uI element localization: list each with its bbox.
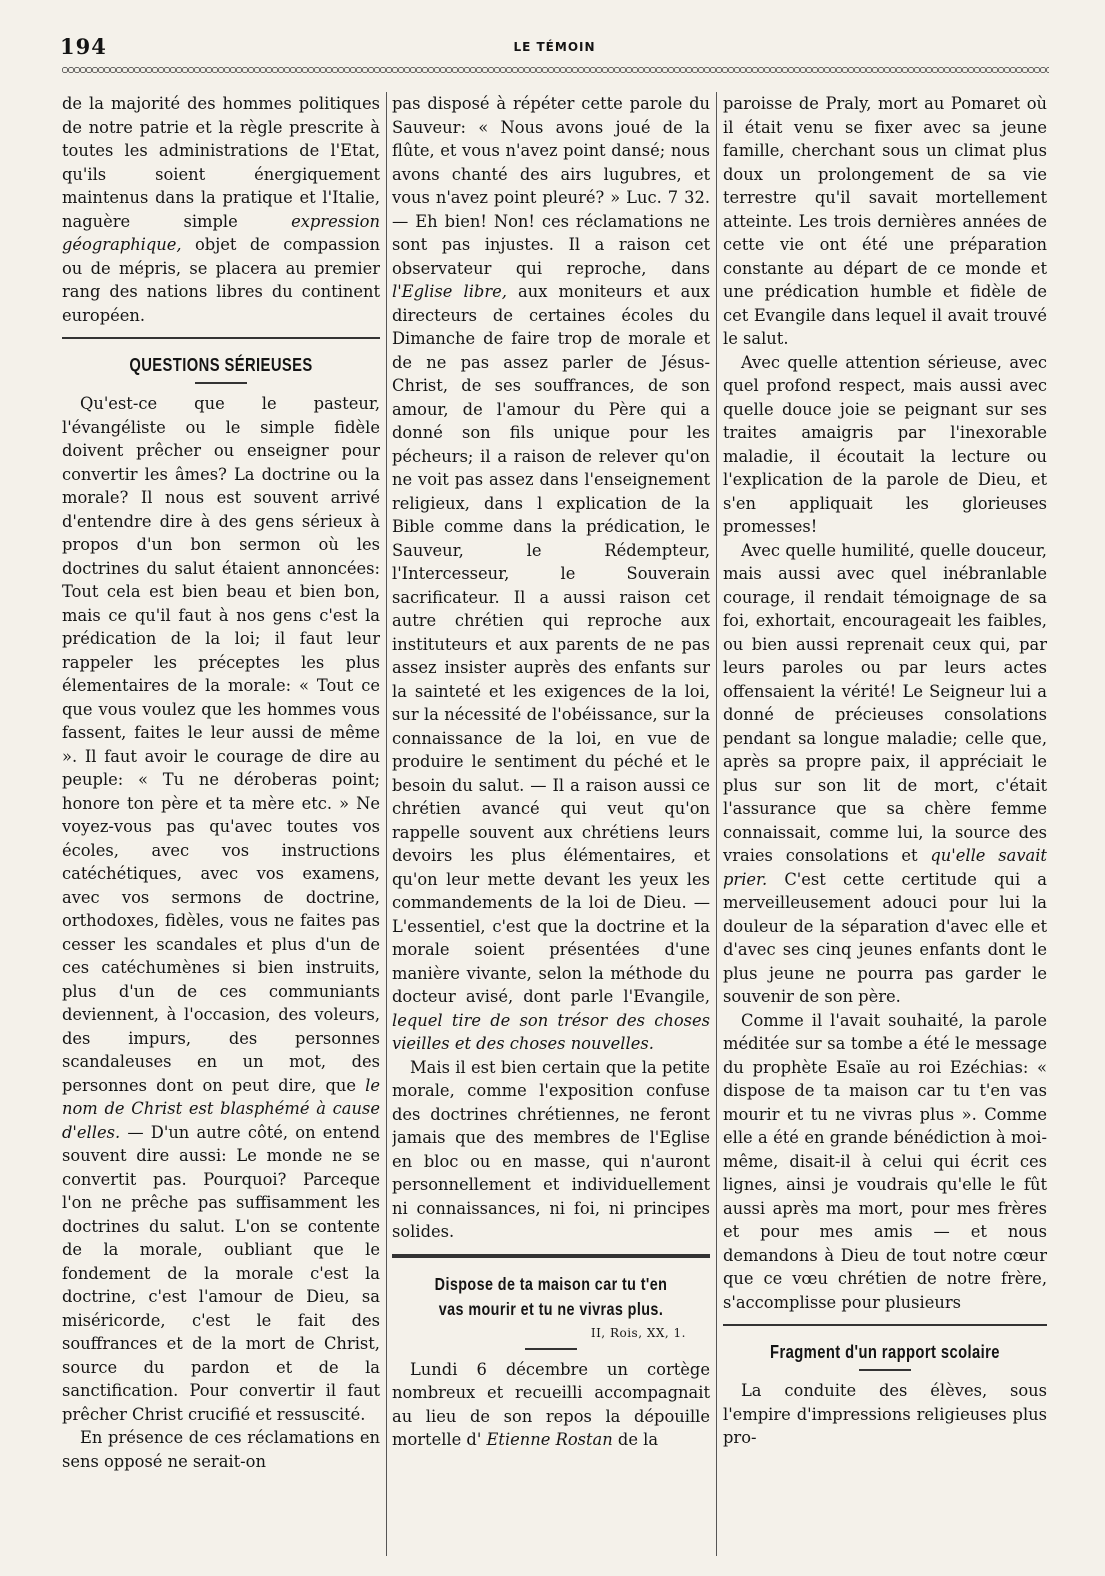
- page-number: 194: [60, 34, 107, 59]
- paragraph: Mais il est bien certain que la petite morale, comme l'exposition confuse des doctrines chrétiennes, ne feront jamais que des membres de l'Eglise en bloc ou en masse, qui n'auront personnellement et individuellement ni connaissances, ni foi, ni principes solides.: [392, 1057, 710, 1241]
- section-title: Dispose de ta maison car tu t'en vas mourir et tu ne vivras plus.: [434, 1273, 668, 1319]
- section-rule: [62, 337, 380, 339]
- paragraph: paroisse de Praly, mort au Pomaret où il était venu se fixer avec sa jeune famille, cherchant sous un climat plus doux un prolongement de sa vie terrestre qu'il savait mortellement atteinte. Les trois dernières années de cette vie ont été une préparation constante au départ de ce monde et une prédication humble et fidèle de cet Evangile dans lequel il avait trouvé le salut.: [723, 94, 1047, 348]
- title-dash: [859, 1369, 911, 1371]
- paragraph: pas disposé à répéter cette parole du Sauveur: « Nous avons joué de la flûte, et vous n'avez point dansé; nous avons chanté des airs lugubres, et vous n'avez point pleuré? » Luc. 7 32. — Eh bien! Non! ces réclamations ne sont pas injustes. Il a raison cet observateur qui reproche, dans l'Eglise libre, aux moniteurs et aux directeurs de certaines écoles du Dimanche de faire trop de morale et de ne pas assez parler de Jésus-Christ, de ses souffrances, de son amour, de l'amour du Père qui a donné son fils unique pour les pécheurs; il a raison de relever qu'on ne voit pas assez dans l'enseignement religieux, dans l explication de la Bible comme dans la prédication, le Sauveur, le Rédempteur, l'Intercesseur, le Souverain sacrificateur. Il a aussi raison cet autre chrétien qui reproche aux instituteurs et aux parents de ne pas assez insister auprès des enfants sur la sainteté et les exigences de la loi, sur la nécessité de l'obéissance, sur la connaissance de la loi, en vue de produire le sentiment du péché et le besoin du salut. — Il a raison aussi ce chrétien avancé qui veut qu'on rappelle souvent aux chrétiens leurs devoirs les plus élémentaires, et qu'on leur mette devant les yeux les commandements de la loi de Dieu. — L'essentiel, c'est que la doctrine et la morale soient présentées d'une manière vivante, selon la méthode du docteur avisé, dont parle l'Evangile, lequel tire de son trésor des choses vieilles et des choses nouvelles.: [392, 94, 710, 1053]
- section-rule: [392, 1254, 710, 1258]
- column-divider: [386, 92, 387, 1556]
- column-2: [392, 92, 710, 1566]
- section-title: QUESTIONS SÉRIEUSES: [129, 355, 313, 375]
- column-divider: [716, 92, 717, 1556]
- paragraph: En présence de ces réclamations en sens opposé ne serait-on: [62, 1428, 380, 1471]
- column-3: [723, 92, 1047, 1566]
- paragraph: La conduite des élèves, sous l'empire d'impressions religieuses plus pro-: [723, 1381, 1047, 1447]
- column-1: [62, 92, 380, 1566]
- section-rule: [723, 1324, 1047, 1326]
- paragraph: de la majorité des hommes politiques de notre patrie et la règle prescrite à toutes les administrations de l'Etat, qu'ils soient énergiquement maintenus dans la pratique et l'Italie, naguère simple expression géographique, objet de compassion ou de mépris, se placera au premier rang des nations libres du continent européen.: [62, 94, 380, 325]
- paragraph: Qu'est-ce que le pasteur, l'évangéliste ou le simple fidèle doivent prêcher ou enseigner pour convertir les âmes? La doctrine ou la morale? Il nous est souvent arrivé d'entendre dire à des gens sérieux à propos d'un bon sermon où les doctrines du salut étaient annoncées: Tout cela est bien beau et bien bon, mais ce qu'il faut à nos gens c'est la prédication de la loi; il faut leur rappeler les préceptes les plus élementaires de la morale: « Tout ce que vous voulez que les hommes vous fassent, faites le leur aussi de même ». Il faut avoir le courage de dire au peuple: « Tu ne déroberas point; honore ton père et ta mère etc. » Ne voyez-vous pas qu'avec toutes vos écoles, avec vos instructions catéchétiques, avec vos examens, avec vos sermons de doctrine, orthodoxes, fidèles, vous ne faites pas cesser les scandales et plus d'un de ces catéchumènes si bien instruits, plus d'un de ces communiants deviennent, à l'occasion, des voleurs, des impurs, des personnes scandaleuses en un mot, des personnes dont on peut dire, que le nom de Christ est blasphémé à cause d'elles. — D'un autre côté, on entend souvent dire aussi: Le monde ne se convertit pas. Pourquoi? Parceque l'on ne prêche pas suffisamment les doctrines du salut. L'on se contente de la morale, oubliant que le fondement de la morale c'est la doctrine, c'est l'amour de Dieu, sa miséricorde, c'est le fait des souffrances et de la mort de Christ, source du pardon et de la sanctification. Pour convertir il faut prêcher Christ crucifié et ressuscité.: [62, 394, 380, 1424]
- journal-title: LE TÉMOIN: [513, 40, 596, 54]
- scripture-reference: II, Rois, XX, 1.: [590, 1325, 686, 1340]
- paragraph: Comme il l'avait souhaité, la parole méditée sur sa tombe a été le message du prophète Esaïe au roi Ezéchias: « dispose de ta maison car tu t'en vas mourir et tu ne vivras plus ». Comme elle a été en grande bénédiction à moi-même, disait-il à celui qui écrit ces lignes, ainsi je voudrais qu'elle le fût aussi après ma mort, pour mes frères et pour mes amis — et nous demandons à Dieu de tout notre cœur que ce vœu chrétien de notre frère, s'accomplisse pour plusieurs: [723, 1010, 1047, 1312]
- section-title: Fragment d'un rapport scolaire: [770, 1342, 1000, 1362]
- title-dash: [525, 1348, 577, 1350]
- paragraph: Avec quelle attention sérieuse, avec quel profond respect, mais aussi avec quelle douce joie se peignant sur ses traites amaigris par l'inexorable maladie, il écoutait la lecture ou l'explication de la parole de Dieu, et s'en appliquait les glorieuses promesses!: [723, 352, 1047, 536]
- title-dash: [195, 382, 247, 384]
- header-wavy-rule: [62, 66, 1049, 74]
- page-header: [60, 30, 1049, 66]
- paragraph: Avec quelle humilité, quelle douceur, mais aussi avec quel inébranlable courage, il rendait témoignage de sa foi, exhortait, encourageait les faibles, ou bien aussi reprenait ceux qui, par leurs paroles ou par leurs actes offensaient la vérité! Le Seigneur lui a donné de précieuses consolations pendant sa longue maladie; celle que, après sa propre paix, il appréciait le plus sur son lit de mort, c'était l'assurance que sa chère femme connaissait, comme lui, la source des vraies consolations et qu'elle savait prier. C'est cette certitude qui a merveilleusement adouci pour lui la douleur de la séparation d'avec elle et d'avec ses cinq jeunes enfants dont le plus jeune ne pourra pas garder le souvenir de son père.: [723, 540, 1047, 1006]
- paragraph: Lundi 6 décembre un cortège nombreux et recueilli accompagnait au lieu de son repos la dépouille mortelle d' Etienne Rostan de la: [392, 1359, 710, 1449]
